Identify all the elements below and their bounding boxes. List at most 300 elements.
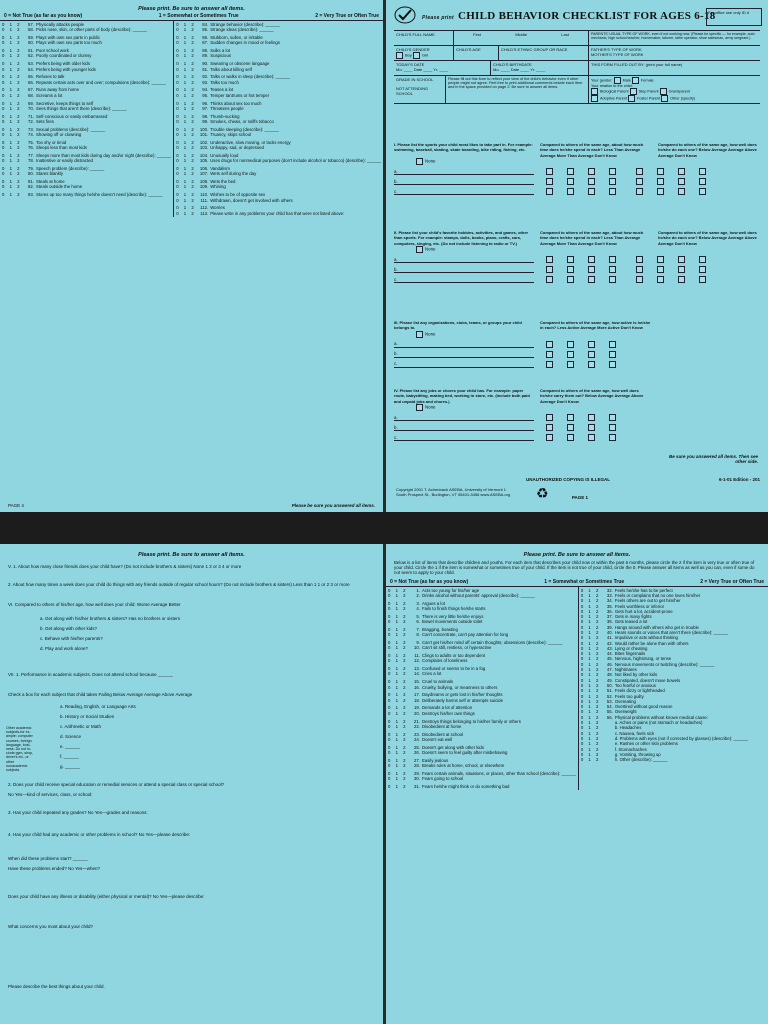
activity-row[interactable]: a. [394,168,760,175]
rating-options[interactable]: 0 1 2 [176,22,196,27]
checklist-item[interactable] [388,593,576,598]
question-line[interactable]: Please describe the best things about your child. [8,984,105,989]
rating-options[interactable]: 0 1 2 [388,776,408,782]
rating-checkbox[interactable] [609,276,616,283]
rating-checkbox[interactable] [588,341,595,348]
child-name-field[interactable]: First Middle Last [454,31,589,45]
rating-checkbox[interactable] [546,168,553,175]
checklist-item[interactable] [176,145,381,150]
rating-options[interactable]: 0 1 2 [580,645,601,651]
rating-checkbox[interactable] [546,188,553,195]
adoptive-checkbox[interactable] [591,95,598,102]
rating-options[interactable]: 0 1 2 [176,205,196,211]
rating-options[interactable]: 0 1 2 [176,61,196,67]
rating-options[interactable]: 0 1 2 [388,592,408,598]
checklist-item[interactable] [388,784,576,789]
rating-checkbox[interactable] [699,266,706,273]
rating-options[interactable]: 0 1 2 [580,587,601,593]
rating-options[interactable]: 0 1 2 [176,87,196,93]
rating-options[interactable]: 0 1 2 [388,757,408,763]
rating-checkbox[interactable] [588,188,595,195]
item-number: 27. [414,757,420,763]
rating-options[interactable]: 0 1 2 [388,658,408,664]
rating-options[interactable]: 0 1 2 [388,784,408,790]
checklist-item[interactable] [176,106,381,111]
rating-options[interactable]: 0 1 2 [388,744,408,750]
rating-checkbox[interactable] [609,414,616,421]
checklist-item[interactable] [176,40,381,45]
checklist-item[interactable] [2,67,171,72]
rating-options[interactable]: 0 1 2 [388,705,408,711]
checklist-item[interactable] [388,671,576,676]
rating-options[interactable]: 0 1 2 [580,598,601,604]
rating-checkbox[interactable] [546,434,553,441]
rating-checkbox[interactable] [588,168,595,175]
checklist-item[interactable] [176,80,381,85]
rating-checkbox[interactable] [699,188,706,195]
rating-options[interactable]: 0 1 2 [580,735,601,741]
rating-options[interactable]: 0 1 2 [176,184,196,190]
rating-options[interactable]: 0 1 2 [388,600,408,606]
checklist-item[interactable] [388,698,576,703]
rating-checkbox[interactable] [678,266,685,273]
boy-checkbox[interactable] [396,52,403,59]
rating-options[interactable]: 0 1 2 [176,179,196,185]
rating-checkbox[interactable] [567,434,574,441]
rating-options[interactable]: 0 1 2 [388,632,408,638]
rating-checkbox[interactable] [678,276,685,283]
female-checkbox[interactable] [632,77,639,84]
question-line[interactable]: VII. 1. Performance in academic subjects. Does not attend school because ______ [8,672,173,677]
question-line[interactable]: d. Science [60,734,82,739]
checklist-item[interactable] [176,211,381,216]
todays-date-field[interactable]: TODAY'S DATE Mo. ____ Date ____ Yr. ____ [394,61,491,75]
rating-options[interactable]: 0 1 2 [388,697,408,703]
activity-row[interactable]: b. [394,424,760,431]
checklist-item[interactable] [2,80,171,85]
rating-options[interactable]: 0 1 2 [388,671,408,677]
rating-options[interactable]: 0 1 2 [176,113,196,119]
rating-checkbox[interactable] [678,168,685,175]
checklist-item[interactable] [388,606,576,611]
rating-options[interactable]: 0 1 2 [176,197,196,203]
rating-checkbox[interactable] [657,178,664,185]
question-line[interactable]: When did these problems start? ______ [8,856,88,861]
checklist-item[interactable] [2,145,171,150]
checklist-item[interactable] [176,132,381,137]
rating-options[interactable]: 0 1 2 [176,92,196,98]
rating-options[interactable]: 0 1 2 [580,751,601,757]
rating-options[interactable]: 0 1 2 [176,166,196,172]
rating-options[interactable]: 0 1 2 [2,132,22,138]
rating-options[interactable]: 0 1 2 [176,66,196,72]
activity-row[interactable]: a. [394,341,760,348]
rating-checkbox[interactable] [567,256,574,263]
rating-checkbox[interactable] [636,266,643,273]
rating-options[interactable]: 0 1 2 [580,635,601,641]
rating-checkbox[interactable] [588,178,595,185]
rating-options[interactable]: 0 1 2 [2,118,22,124]
question-line[interactable]: a. Get along with his/her brothers & sisters? Has no brothers or sisters [40,616,181,621]
checklist-item[interactable] [388,711,576,716]
rating-checkbox[interactable] [588,276,595,283]
rating-options[interactable]: 0 1 2 [176,100,196,106]
activity-row[interactable]: a. [394,414,760,421]
rating-checkbox[interactable] [588,351,595,358]
rating-checkbox[interactable] [567,276,574,283]
rating-checkbox[interactable] [699,256,706,263]
rating-options[interactable]: 0 1 2 [176,27,196,33]
question-line[interactable]: c. Behave with his/her parents? [40,636,103,641]
rating-options[interactable]: 0 1 2 [388,653,408,659]
rating-options[interactable]: 0 1 2 [580,614,601,620]
rating-options[interactable]: 0 1 2 [2,166,22,172]
checklist-item[interactable] [388,776,576,781]
ethnic-field[interactable]: CHILD'S ETHNIC GROUP OR RACE [499,46,589,60]
girl-checkbox[interactable] [413,52,420,59]
rating-options[interactable]: 0 1 2 [2,66,22,72]
checklist-item[interactable] [388,619,576,624]
checklist-item[interactable] [2,40,171,45]
checklist-item[interactable] [388,763,576,768]
filled-by-field[interactable]: THIS FORM FILLED OUT BY: (print your full name) [591,62,683,67]
question-line[interactable]: 2. Does your child receive special education or remedial services or attend a special class or special school? [8,782,225,787]
rating-options[interactable]: 0 1 2 [388,692,408,698]
rating-options[interactable]: 0 1 2 [388,666,408,672]
question-line[interactable]: 2. About how many times a week does your child do things with any friends outside of regular school hours? (Do not include brothers & sisters) Less than 1 1 or 2 3 or more [8,582,350,587]
question-line[interactable]: f. ______ [60,754,79,759]
rating-checkbox[interactable] [657,256,664,263]
other-checkbox[interactable] [661,95,668,102]
rating-checkbox[interactable] [588,361,595,368]
rating-checkbox[interactable] [546,424,553,431]
grade-field[interactable]: GRADE IN SCHOOL NOT ATTENDING SCHOOL [394,76,446,103]
rating-checkbox[interactable] [609,361,616,368]
rating-options[interactable]: 0 1 2 [580,725,601,731]
rating-checkbox[interactable] [588,434,595,441]
rating-options[interactable]: 0 1 2 [580,720,601,726]
rating-options[interactable]: 0 1 2 [580,667,601,673]
rating-checkbox[interactable] [546,276,553,283]
rating-checkbox[interactable] [657,188,664,195]
rating-options[interactable]: 0 1 2 [580,656,601,662]
rating-options[interactable]: 0 1 2 [2,74,22,80]
checklist-item[interactable] [388,632,576,637]
rating-checkbox[interactable] [609,434,616,441]
rating-options[interactable]: 0 1 2 [176,171,196,177]
rating-options[interactable]: 0 1 2 [2,179,22,185]
checklist-item[interactable] [2,53,171,58]
rating-checkbox[interactable] [657,276,664,283]
rating-options[interactable]: 0 1 2 [176,145,196,151]
rating-options[interactable]: 0 1 2 [176,152,196,158]
rating-checkbox[interactable] [609,351,616,358]
rating-checkbox[interactable] [588,266,595,273]
rating-options[interactable]: 0 1 2 [388,626,408,632]
rating-options[interactable]: 0 1 2 [176,192,196,198]
rating-checkbox[interactable] [678,178,685,185]
question-line[interactable]: No Yes—kind of services, class, or school: [8,792,93,797]
rating-options[interactable]: 0 1 2 [2,145,22,151]
rating-options[interactable]: 0 1 2 [580,714,601,720]
checklist-item[interactable] [176,198,381,203]
checklist-item[interactable] [176,158,381,163]
parent-work-fields[interactable]: FATHER'S TYPE OF WORK MOTHER'S TYPE OF WORK [591,47,644,57]
male-checkbox[interactable] [614,77,621,84]
rating-options[interactable]: 0 1 2 [580,730,601,736]
rating-checkbox[interactable] [567,361,574,368]
rating-options[interactable]: 0 1 2 [2,61,22,67]
rating-checkbox[interactable] [546,178,553,185]
question-line[interactable]: Check a box for each subject that child takes Failing Below Average Average Above Average [8,692,193,697]
none-checkbox[interactable] [416,331,423,338]
rating-options[interactable]: 0 1 2 [176,48,196,54]
checklist-item[interactable] [2,93,171,98]
none-checkbox[interactable] [416,246,423,253]
birthdate-field[interactable]: CHILD'S BIRTHDATE Mo. ____ Date ____ Yr. ____ [491,61,589,75]
rating-options[interactable]: 0 1 2 [176,35,196,41]
rating-checkbox[interactable] [609,256,616,263]
age-field[interactable]: CHILD'S AGE [454,46,499,60]
rating-options[interactable]: 0 1 2 [580,651,601,657]
rating-options[interactable]: 0 1 2 [176,40,196,46]
question-line[interactable]: Have these problems ended? No Yes—when? [8,866,101,871]
rating-checkbox[interactable] [588,256,595,263]
rating-options[interactable]: 0 1 2 [388,718,408,724]
rating-checkbox[interactable] [609,178,616,185]
rating-options[interactable]: 0 1 2 [176,118,196,124]
rating-checkbox[interactable] [609,424,616,431]
rating-options[interactable]: 0 1 2 [2,40,22,46]
rating-checkbox[interactable] [609,341,616,348]
checklist-item[interactable] [388,737,576,742]
question-line[interactable]: 4. Has your child had any academic or other problems in school? No Yes—please describe: [8,832,191,837]
rating-checkbox[interactable] [657,168,664,175]
question-line[interactable]: VI. Compared to others of his/her age, how well does your child: Worse Average Better [8,602,181,607]
grand-checkbox[interactable] [660,88,667,95]
rating-options[interactable]: 0 1 2 [176,158,196,164]
rating-checkbox[interactable] [699,168,706,175]
rating-checkbox[interactable] [678,256,685,263]
rating-options[interactable]: 0 1 2 [388,619,408,625]
rating-options[interactable]: 0 1 2 [580,709,601,715]
question-line[interactable]: a. Reading, English, or Language Arts [60,704,136,709]
rating-options[interactable]: 0 1 2 [176,105,196,111]
activity-row[interactable]: c. [394,361,760,368]
rating-options[interactable]: 0 1 2 [388,710,408,716]
checklist-item[interactable] [388,685,576,690]
rating-options[interactable]: 0 1 2 [176,210,196,216]
checklist-item[interactable] [2,119,171,124]
step-checkbox[interactable] [630,88,637,95]
rating-options[interactable]: 0 1 2 [580,693,601,699]
question-line[interactable]: b. History or Social Studies [60,714,115,719]
question-line[interactable]: c. Arithmetic or Math [60,724,102,729]
rating-checkbox[interactable] [567,351,574,358]
rating-options[interactable]: 0 1 2 [2,192,22,198]
rating-options[interactable]: 0 1 2 [2,105,22,111]
rating-options[interactable]: 0 1 2 [176,126,196,132]
rating-options[interactable]: 0 1 2 [2,171,22,177]
rating-options[interactable]: 0 1 2 [580,746,601,752]
rating-options[interactable]: 0 1 2 [580,603,601,609]
rating-options[interactable]: 0 1 2 [2,184,22,190]
checklist-item[interactable] [2,171,171,176]
rating-checkbox[interactable] [546,256,553,263]
checklist-item[interactable] [2,184,171,189]
activity-row[interactable]: b. [394,266,760,273]
rating-options[interactable]: 0 1 2 [2,53,22,59]
rating-checkbox[interactable] [609,266,616,273]
rating-options[interactable]: 0 1 2 [2,92,22,98]
rating-options[interactable]: 0 1 2 [388,639,408,645]
rating-checkbox[interactable] [588,414,595,421]
checklist-item[interactable] [581,757,766,762]
rating-options[interactable]: 0 1 2 [388,606,408,611]
rating-checkbox[interactable] [546,414,553,421]
checklist-item[interactable] [2,192,171,197]
rating-options[interactable]: 0 1 2 [388,679,408,685]
rating-options[interactable]: 0 1 2 [388,731,408,737]
checklist-item[interactable] [388,724,576,729]
rating-options[interactable]: 0 1 2 [580,672,601,678]
checklist-item[interactable] [2,27,171,32]
checklist-item[interactable] [176,119,381,124]
question-line[interactable]: What concerns you most about your child? [8,924,94,929]
rating-options[interactable]: 0 1 2 [580,704,601,710]
item-text: Physically attacks people [36,22,85,27]
rating-options[interactable]: 0 1 2 [580,677,601,683]
rating-checkbox[interactable] [546,266,553,273]
rating-checkbox[interactable] [546,361,553,368]
foster-checkbox[interactable] [628,95,635,102]
rating-options[interactable]: 0 1 2 [388,723,408,729]
rating-checkbox[interactable] [699,178,706,185]
rating-options[interactable]: 0 1 2 [388,736,408,742]
rating-options[interactable]: 0 1 2 [580,688,601,694]
rating-checkbox[interactable] [609,188,616,195]
rating-checkbox[interactable] [636,188,643,195]
checklist-item[interactable] [176,184,381,189]
rating-options[interactable]: 0 1 2 [388,770,408,776]
rating-options[interactable]: 0 1 2 [2,35,22,41]
rating-checkbox[interactable] [567,424,574,431]
question-line[interactable]: 3. Has your child repeated any grades? No Yes—grades and reasons: [8,810,148,815]
none-checkbox[interactable] [416,404,423,411]
rating-options[interactable]: 0 1 2 [2,139,22,145]
rating-checkbox[interactable] [567,188,574,195]
rating-options[interactable]: 0 1 2 [2,158,22,164]
activity-row[interactable]: b. [394,351,760,358]
question-line[interactable]: Does your child have any illness or disability (either physical or mental)? No Yes—please describe: [8,894,205,899]
rating-checkbox[interactable] [678,188,685,195]
rating-options[interactable]: 0 1 2 [580,619,601,625]
none-checkbox[interactable] [416,158,423,165]
rating-options[interactable]: 0 1 2 [580,741,601,747]
rating-checkbox[interactable] [636,256,643,263]
rating-options[interactable]: 0 1 2 [2,48,22,54]
checklist-item[interactable] [388,658,576,663]
rating-options[interactable]: 0 1 2 [388,763,408,769]
rating-options[interactable]: 0 1 2 [388,684,408,690]
question-line[interactable]: b. Get along with other kids? [40,626,98,631]
checklist-item[interactable] [176,27,381,32]
checklist-item[interactable] [2,132,171,137]
activity-row[interactable]: c. [394,434,760,441]
checklist-item[interactable] [176,53,381,58]
rating-options[interactable]: 0 1 2 [176,132,196,138]
activity-row[interactable]: c. [394,188,760,195]
checklist-item[interactable] [388,645,576,650]
rating-options[interactable]: 0 1 2 [2,126,22,132]
question-line[interactable]: d. Play and work alone? [40,646,89,651]
rating-options[interactable]: 0 1 2 [388,587,408,593]
rating-options[interactable]: 0 1 2 [580,682,601,688]
rating-options[interactable]: 0 1 2 [2,100,22,106]
bio-checkbox[interactable] [591,88,598,95]
rating-options[interactable]: 0 1 2 [388,645,408,651]
question-line[interactable]: V. 1. About how many close friends does your child have? (Do not include brothers & sisters) None 1 2 or 3 4 or more [8,564,242,569]
checklist-item[interactable] [2,158,171,163]
rating-options[interactable]: 0 1 2 [2,27,22,33]
checklist-item[interactable] [176,67,381,72]
rating-options[interactable]: 0 1 2 [580,624,601,630]
question-line[interactable]: g. ______ [60,764,81,769]
rating-checkbox[interactable] [546,341,553,348]
rating-options[interactable]: 0 1 2 [176,74,196,80]
rating-checkbox[interactable] [636,276,643,283]
rating-checkbox[interactable] [567,414,574,421]
rating-checkbox[interactable] [699,276,706,283]
rating-checkbox[interactable] [636,178,643,185]
rating-options[interactable]: 0 1 2 [2,113,22,119]
rating-options[interactable]: 0 1 2 [176,53,196,59]
rating-checkbox[interactable] [588,424,595,431]
rating-options[interactable]: 0 1 2 [580,608,601,614]
rating-checkbox[interactable] [567,168,574,175]
rating-options[interactable]: 0 1 2 [2,22,22,27]
checklist-item[interactable] [176,171,381,176]
question-line[interactable]: e. ______ [60,744,81,749]
checklist-item[interactable] [176,93,381,98]
activity-row[interactable]: b. [394,178,760,185]
rating-options[interactable]: 0 1 2 [388,613,408,619]
rating-checkbox[interactable] [657,266,664,273]
rating-checkbox[interactable] [567,178,574,185]
rating-options[interactable]: 0 1 2 [388,750,408,756]
rating-checkbox[interactable] [636,168,643,175]
rating-checkbox[interactable] [609,168,616,175]
rating-options[interactable]: 0 1 2 [580,640,601,646]
rating-options[interactable]: 0 1 2 [2,152,22,158]
checklist-item[interactable] [388,750,576,755]
rating-options[interactable]: 0 1 2 [580,592,601,598]
rating-checkbox[interactable] [567,341,574,348]
rating-options[interactable]: 0 1 2 [176,139,196,145]
rating-options[interactable]: 0 1 2 [580,757,601,763]
rating-options[interactable]: 0 1 2 [2,87,22,93]
rating-options[interactable]: 0 1 2 [2,79,22,85]
checklist-item[interactable] [2,106,171,111]
rating-options[interactable]: 0 1 2 [580,661,601,667]
rating-checkbox[interactable] [567,266,574,273]
activity-row[interactable]: c. [394,276,760,283]
rating-options[interactable]: 0 1 2 [580,629,601,635]
rating-options[interactable]: 0 1 2 [176,79,196,85]
rating-checkbox[interactable] [546,351,553,358]
rating-options[interactable]: 0 1 2 [580,698,601,704]
activity-row[interactable]: a. [394,256,760,263]
